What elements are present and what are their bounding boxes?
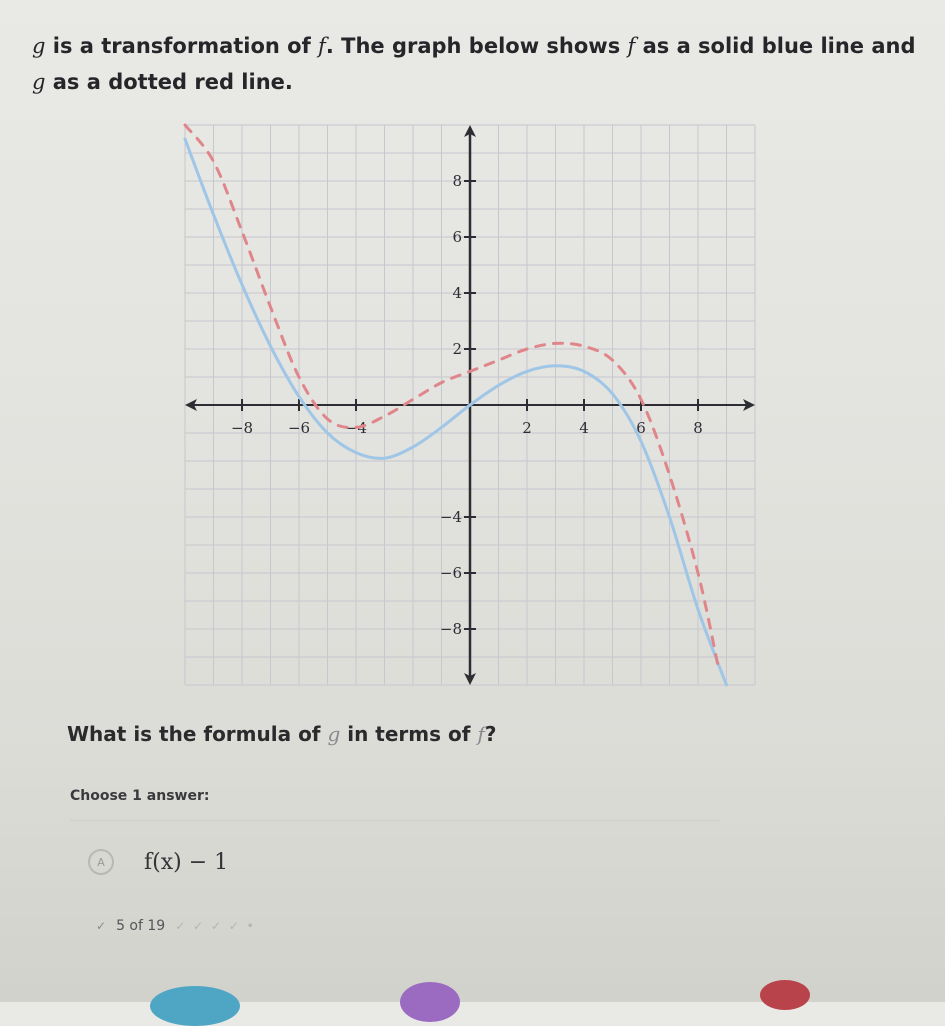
choice-a[interactable] xyxy=(88,842,228,882)
function-graph xyxy=(180,120,760,710)
x-tick-label: −8 xyxy=(230,419,254,437)
var-f: f xyxy=(627,34,636,58)
var-f: f xyxy=(318,34,326,58)
y-tick-label: −6 xyxy=(439,564,462,582)
choice-a-formula: f(x) − 1 xyxy=(144,849,229,875)
progress-dots: ✓ ✓ ✓ ✓ • xyxy=(175,919,256,933)
check-icon: ✓ xyxy=(96,919,107,933)
prompt-text: What is the formula of g in terms of f? xyxy=(67,722,497,746)
y-tick-label: −8 xyxy=(439,620,462,638)
bottom-bar xyxy=(0,984,945,1002)
nav-blob xyxy=(400,982,460,1022)
radio-a[interactable]: A xyxy=(88,849,114,875)
series-f-solid-line xyxy=(185,139,727,685)
y-tick-label: 8 xyxy=(452,172,462,190)
choose-label: Choose 1 answer: xyxy=(70,788,210,804)
var-g: g xyxy=(32,70,46,94)
progress-text: 5 of 19 xyxy=(116,918,166,934)
question-text: g is a transformation of f. The graph below shows f as a solid blue line and g as a dotted red line. xyxy=(32,34,916,94)
x-tick-label: 6 xyxy=(636,419,646,437)
y-tick-label: −4 xyxy=(439,508,462,526)
nav-blob xyxy=(150,986,240,1026)
series-g-dotted-line xyxy=(185,125,718,665)
x-tick-label: 2 xyxy=(522,419,532,437)
y-tick-label: 2 xyxy=(452,340,462,358)
x-tick-label: −6 xyxy=(287,419,311,437)
y-tick-label: 6 xyxy=(452,228,462,246)
nav-blob xyxy=(760,980,810,1010)
graph-svg xyxy=(180,120,760,710)
y-tick-label: 4 xyxy=(452,284,462,302)
var-g: g xyxy=(32,34,46,58)
x-tick-label: 8 xyxy=(693,419,703,437)
progress-indicator xyxy=(96,918,256,934)
x-tick-label: −4 xyxy=(344,419,368,437)
divider xyxy=(70,820,720,821)
x-tick-label: 4 xyxy=(579,419,589,437)
